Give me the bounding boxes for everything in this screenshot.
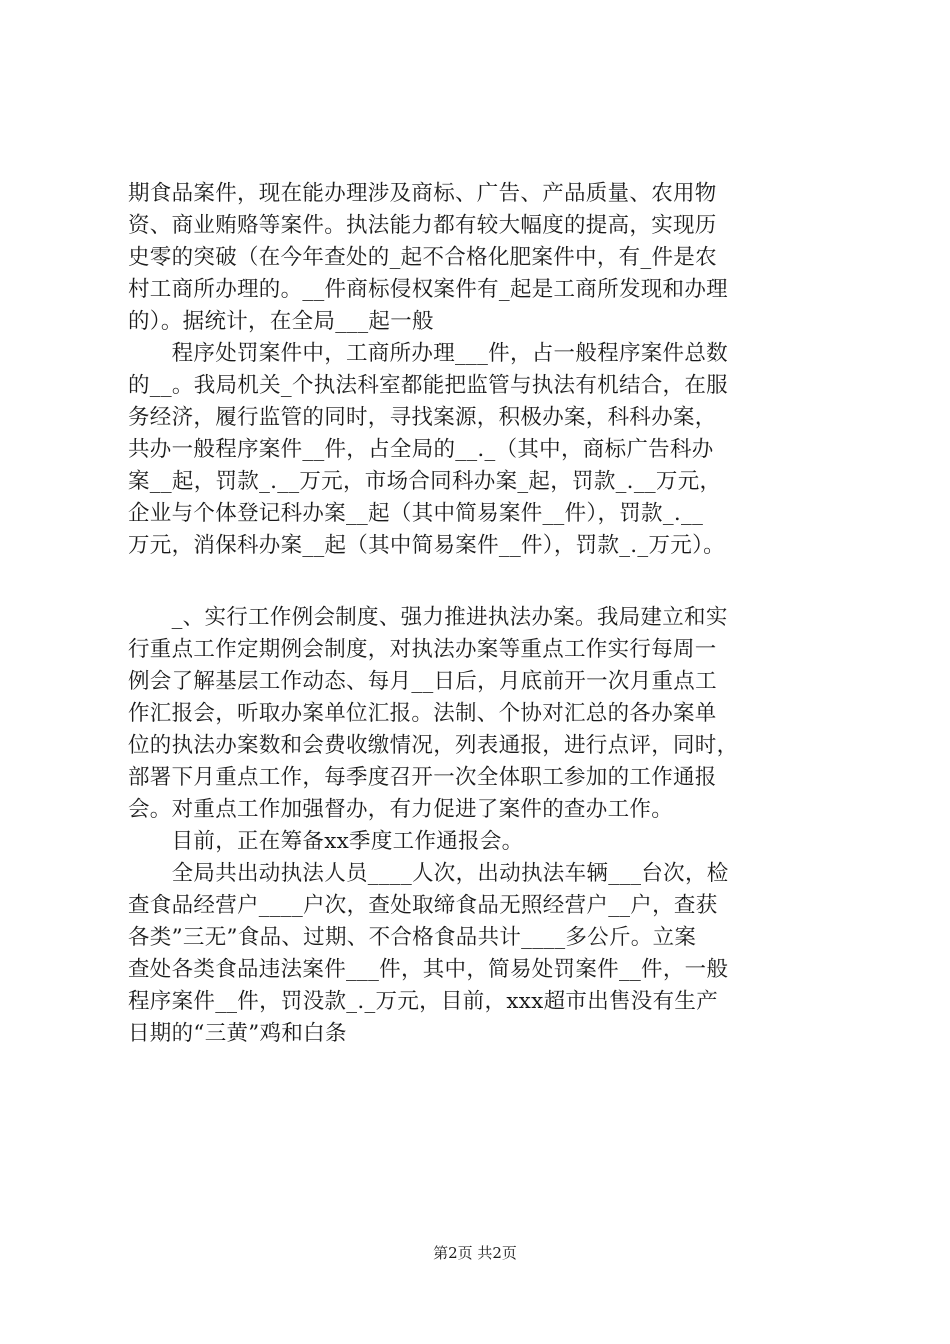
text-line: 村工商所办理的。__件商标侵权案件有_起是工商所发现和办理 (128, 277, 728, 302)
text-line: 日期的“三黄”鸡和白条 (128, 1021, 347, 1046)
text-line: 共办一般程序案件__件，占全局的__._（其中，商标广告科办 (128, 437, 714, 462)
text-line: 史零的突破（在今年查处的_起不合格化肥案件中，有_件是农 (128, 245, 717, 270)
text-line: 全局共出动执法人员____人次，出动执法车辆___台次，检 (128, 861, 729, 886)
text-line: 资、商业贿赂等案件。执法能力都有较大幅度的提高，实现历 (128, 213, 717, 238)
text-line: 期食品案件，现在能办理涉及商标、广告、产品质量、农用物 (128, 181, 717, 206)
text-line: 各类”三无”食品、过期、不合格食品共计____多公斤。立案 (128, 925, 697, 950)
text-line: 行重点工作定期例会制度，对执法办案等重点工作实行每周一 (128, 637, 717, 662)
text-line: 位的执法办案数和会费收缴情况，列表通报，进行点评，同时， (128, 733, 739, 758)
text-line: 程序处罚案件中，工商所办理___件，占一般程序案件总数 (128, 341, 728, 366)
text-line: _、实行工作例会制度、强力推进执法办案。我局建立和实 (128, 605, 728, 630)
text-line: 查食品经营户____户次，查处取缔食品无照经营户__户，查获 (128, 893, 718, 918)
text-line: 的__。我局机关_个执法科室都能把监管与执法有机结合，在服 (128, 373, 728, 398)
text-line: 部署下月重点工作，每季度召开一次全体职工参加的工作通报 (128, 765, 717, 790)
text-line: 查处各类食品违法案件___件，其中，简易处罚案件__件，一般 (128, 957, 729, 982)
text-line: 程序案件__件，罚没款_._万元，目前，xxx超市出售没有生产 (128, 989, 719, 1014)
text-line: 的）。据统计，在全局___起一般 (128, 309, 434, 334)
document-body (128, 178, 833, 1050)
text-line: 企业与个体登记科办案__起（其中简易案件__件），罚款_.__ (128, 501, 704, 526)
paragraph-gap (128, 562, 833, 602)
text-line: 案__起，罚款_.__万元，市场合同科办案_起，罚款_.__万元， (128, 469, 722, 494)
text-line: 万元，消保科办案__起（其中简易案件__件），罚款_._万元）。 (128, 533, 725, 558)
text-line: 目前，正在筹备xx季度工作通报会。 (128, 829, 524, 854)
text-line: 务经济，履行监管的同时，寻找案源，积极办案，科科办案， (128, 405, 717, 430)
text-line: 会。对重点工作加强督办，有力促进了案件的查办工作。 (128, 797, 674, 822)
page-footer: 第2页 共2页 (433, 1244, 517, 1262)
text-line: 作汇报会，听取办案单位汇报。法制、个协对汇总的各办案单 (128, 701, 717, 726)
text-line: 例会了解基层工作动态、每月__日后，月底前开一次月重点工 (128, 669, 717, 694)
